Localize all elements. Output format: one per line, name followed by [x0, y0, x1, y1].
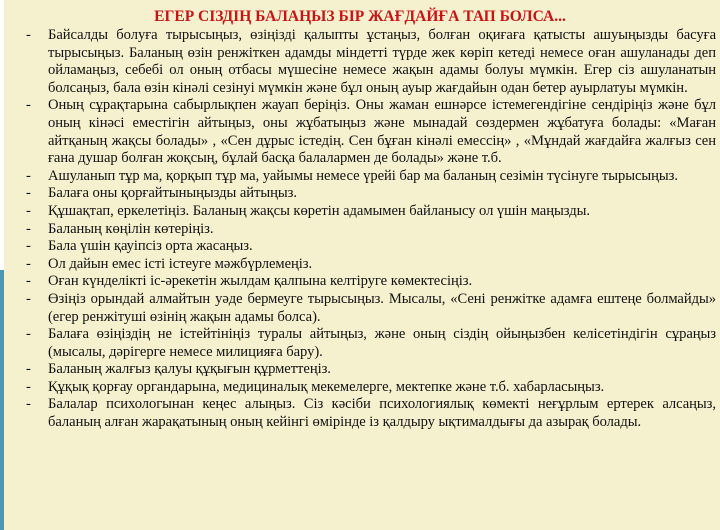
list-item — [0, 326, 716, 361]
list-item-text: Байсалды болуға тырысыңыз, өзіңізді қалыпты ұстаңыз, болған оқиғаға қатысты ашуыңызды басуға тырысыңыз. Баланың өзін ренжіткен адамды міндетті түрде жек көріп кетеді немесе оған ашуланады деп ойламаңыз, себебі ол оның отбасы мүшесіне немесе жақын адамы болуы мүмкін. Егер сіз ашуланатын болсаңыз, бала өзін кінәлі сезінуі мүмкін және бұл оның ауыр жағдайын одан бетер ауырлатуы мүмкін. — [48, 27, 716, 96]
bullet-dash: - — [26, 273, 31, 290]
bullet-dash: - — [26, 255, 31, 272]
bullet-dash: - — [26, 361, 31, 378]
list-item-text: Балаға өзіңіздің не істейтініңіз туралы айтыңыз, және оның сіздің ойыңызбен келісетіндігін сұраңыз (мысалы, дәрігерге немесе милицияға бару). — [48, 326, 716, 360]
list-item — [0, 238, 716, 256]
list-item — [0, 256, 716, 274]
list-item — [0, 379, 716, 397]
bullet-dash: - — [26, 167, 31, 184]
list-item-text: Оған күнделікті іс-әрекетін жылдам қалпына келтіруге көмектесіңіз. — [48, 273, 473, 290]
bullet-dash: - — [26, 185, 31, 202]
list-item-text: Баланың көңілін көтеріңіз. — [48, 220, 214, 237]
bullet-dash: - — [26, 326, 31, 343]
list-item — [0, 27, 716, 97]
list-item-text: Балалар психологынан кеңес алыңыз. Сіз кәсіби психологиялық көмекті неғұрлым ертерек алсаңыз, баланың алған жарақатының оның кейінгі өмірінде із қалдыру ықтималдығы да азырақ болады. — [48, 396, 716, 431]
list-item-text: Құшақтап, еркелетіңіз. Баланың жақсы көретін адамымен байланысу ол үшін маңызды. — [48, 202, 590, 219]
list-item-text: Оның сұрақтарына сабырлықпен жауап беріңіз. Оны жаман ешнәрсе істемегендігіне сендіріңіз және бұл оның кінәсі еместігін айтыңыз, оны жұбатыңыз және мынадай сөздермен жұбатуға болады: «Маған айтқаның жақсы болады» , «Сен дұрыс істедің. Сен бұған кінәлі емессің» , «Мұндай жағдайға жалғыз сен ғана душар болған жоқсың, бұлай басқа балалармен де болады» және т.б. — [48, 97, 716, 167]
list-item — [0, 291, 716, 326]
bullet-dash: - — [26, 97, 31, 114]
list-item-text: Бала үшін қауіпсіз орта жасаңыз. — [48, 238, 253, 255]
list-item-text: Ол дайын емес істі істеуге мәжбүрлемеңіз. — [48, 255, 313, 272]
list-item — [0, 97, 716, 167]
bullet-dash: - — [26, 378, 31, 395]
list-item-text: Ашуланып тұр ма, қорқып тұр ма, уайымы немесе үрейі бар ма баланың сезімін түсінуге тырысыңыз. — [48, 167, 678, 184]
list-item-text: Өзіңіз орындай алмайтын уәде бермеуге тырысыңыз. Мысалы, «Сені ренжітке адамға ештеңе болмайды» (егер ренжітуші өзінің жақын адамы болса). — [48, 290, 716, 325]
list-item-text: Баланың жалғыз қалуы құқығын құрметтеңіз. — [48, 361, 331, 378]
bullet-dash: - — [26, 220, 31, 237]
list-item — [0, 273, 716, 291]
bullet-dash: - — [26, 27, 31, 43]
page-title: ЕГЕР СІЗДІҢ БАЛАҢЫЗ БІР ЖАҒДАЙҒА ТАП БОЛСА... — [154, 8, 566, 25]
list-item — [0, 168, 716, 186]
list-item-text: Құқық қорғау органдарына, медициналық мекемелерге, мектепке және т.б. хабарласыңыз. — [48, 378, 605, 395]
bullet-dash: - — [26, 238, 31, 255]
bullet-dash: - — [26, 396, 31, 413]
list-item-text: Балаға оны қорғайтыныңызды айтыңыз. — [48, 185, 297, 202]
bullet-list — [0, 27, 716, 432]
bullet-dash: - — [26, 290, 31, 307]
list-item — [0, 221, 716, 239]
bullet-dash: - — [26, 202, 31, 219]
list-item — [0, 361, 716, 379]
list-item — [0, 203, 716, 221]
list-item — [0, 396, 716, 431]
list-item — [0, 185, 716, 203]
